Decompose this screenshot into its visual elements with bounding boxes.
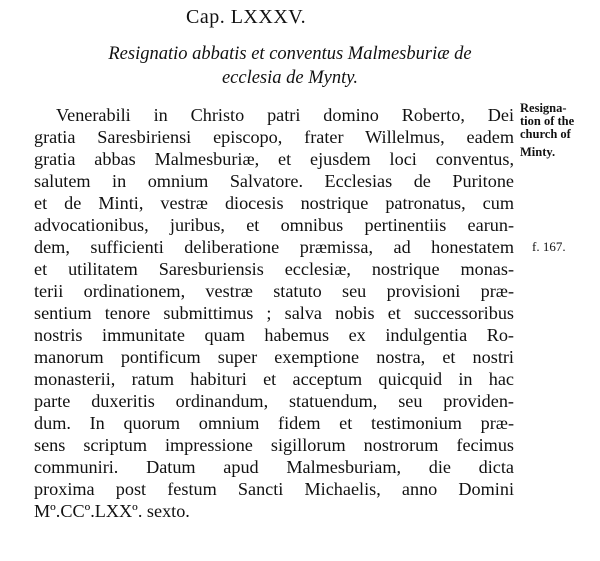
body-line: et utilitatem Saresburiensis ecclesiæ, nostrique monas- <box>34 259 514 279</box>
chapter-heading: Cap. LXXXV. <box>186 6 307 28</box>
body-line: gratia abbas Malmesburiæ, et ejusdem loci conventus, <box>34 149 514 169</box>
body-line: parte duxeritis ordinandum, statuendum, seu providen- <box>34 391 514 411</box>
body-line: proxima post festum Sancti Michaelis, anno Domini <box>34 479 514 499</box>
body-line: terii ordinationem, vestræ statuto seu provisioni præ- <box>34 281 514 301</box>
body-line: dem, sufficienti deliberatione præmissa, ad honestatem <box>34 237 514 257</box>
chapter-subtitle-line-1: Resignatio abbatis et conventus Malmesburiæ de <box>108 44 472 64</box>
body-line: communiri. Datum apud Malmesburiam, die dicta <box>34 457 514 477</box>
margin-note-line: church of <box>520 127 571 141</box>
body-line: Venerabili in Christo patri domino Roberto, Dei <box>56 105 514 125</box>
margin-note-line: tion of the <box>520 114 575 128</box>
folio-reference: f. 167. <box>532 239 566 254</box>
body-line: gratia Saresbiriensi episcopo, frater Willelmus, eadem <box>34 127 514 147</box>
chapter-subtitle-line-2: ecclesia de Mynty. <box>221 68 359 88</box>
body-line: sentium tenore submittimus ; salva nobis et successoribus <box>34 303 514 323</box>
margin-note-line: Resigna- <box>520 101 567 115</box>
body-line: Mº.CCº.LXXº. sexto. <box>34 501 190 521</box>
body-line: nostris immunitate quam habemus ex indulgentia Ro- <box>34 325 514 345</box>
body-line: sens scriptum impressione sigillorum nostrorum fecimus <box>34 435 514 455</box>
margin-note-line: Minty. <box>520 145 556 159</box>
body-line: manorum pontificum super exemptione nostra, et nostri <box>34 347 514 367</box>
body-line: advocationibus, juribus, et omnibus pertinentiis earun- <box>34 215 514 235</box>
body-line: et de Minti, vestræ diocesis nostrique patronatus, cum <box>34 193 514 213</box>
body-line: monasterii, ratum habituri et acceptum quicquid in hac <box>34 369 514 389</box>
body-line: salutem in omnium Salvatore. Ecclesias de Puritone <box>34 171 514 191</box>
body-line: dum. In quorum omnium fidem et testimonium præ- <box>34 413 514 433</box>
